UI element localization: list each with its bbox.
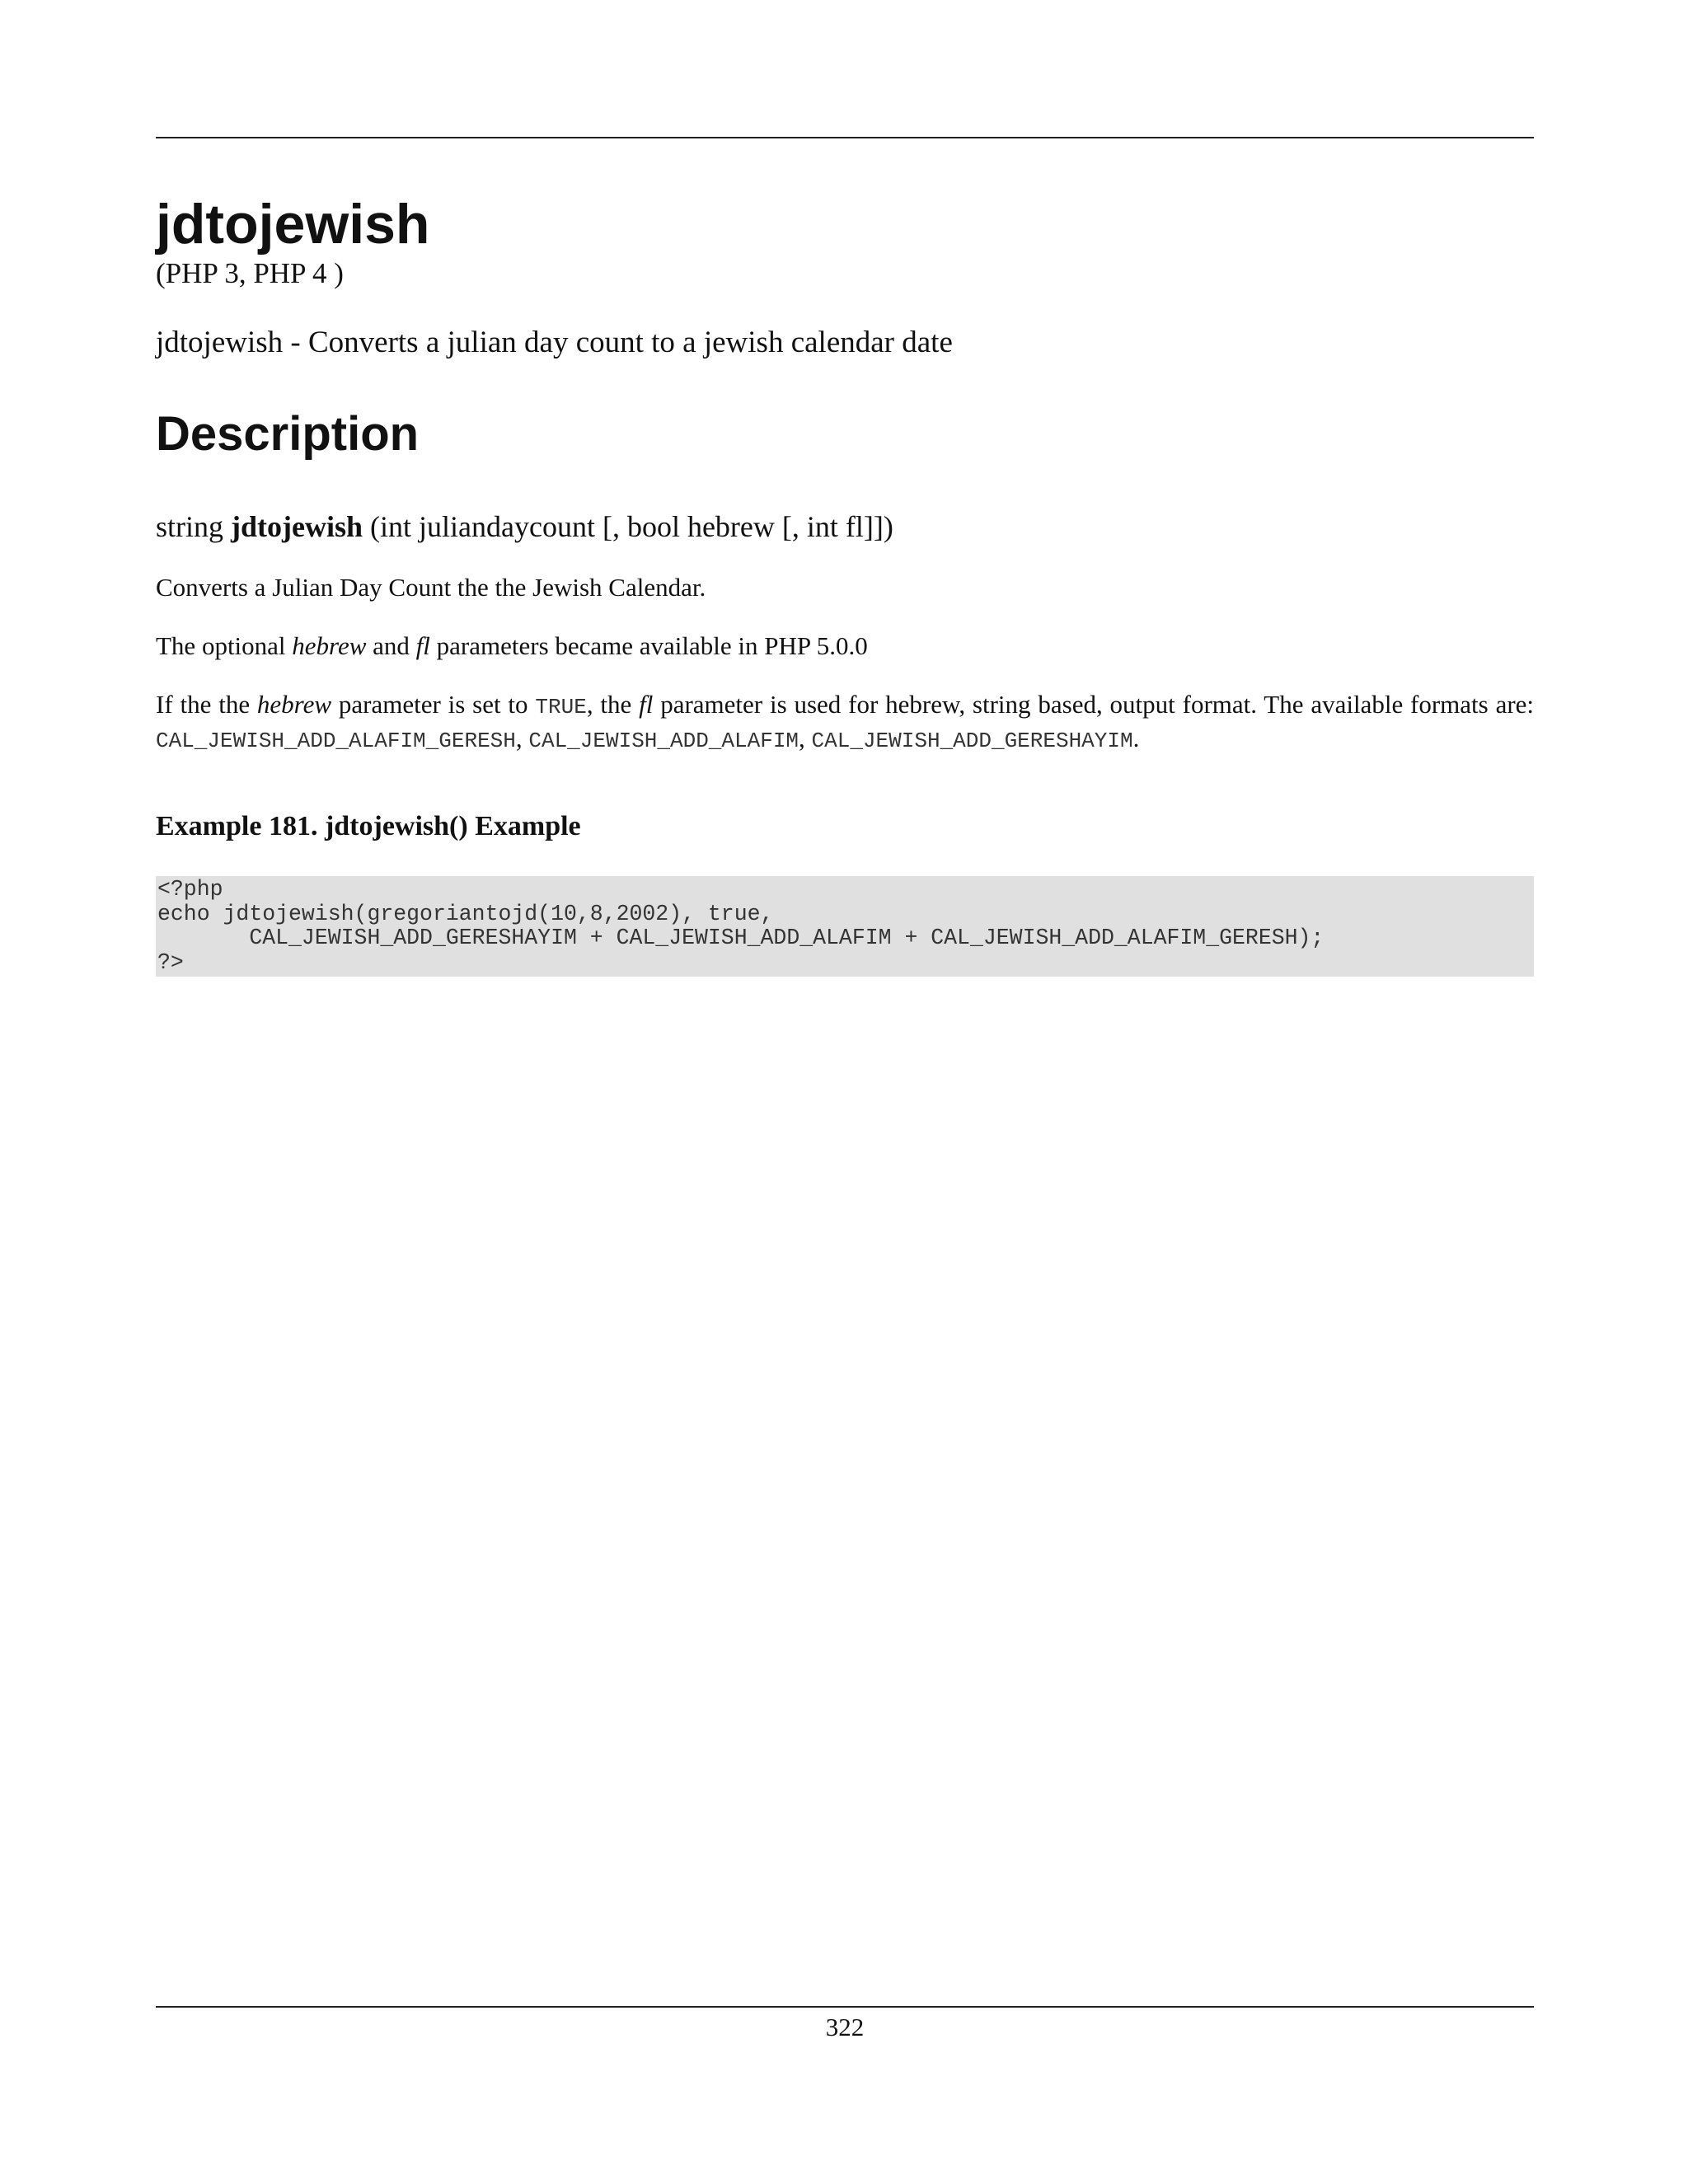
para2-text-1: The optional bbox=[156, 631, 286, 660]
para3-param-fl: fl bbox=[639, 690, 654, 719]
para3-text-3: , the bbox=[586, 690, 632, 719]
para3-param-hebrew: hebrew bbox=[256, 690, 332, 719]
para3-sep-2: , bbox=[799, 724, 805, 752]
function-purpose: jdtojewish - Converts a julian day count to a jewish calendar date bbox=[156, 326, 953, 359]
code-line-3: CAL_JEWISH_ADD_GERESHAYIM + CAL_JEWISH_ADD_ALAFIM + CAL_JEWISH_ADD_ALAFIM_GERESH); bbox=[157, 926, 1325, 950]
header-rule bbox=[156, 137, 1534, 138]
function-title: jdtojewish bbox=[156, 193, 430, 255]
para3-text-4: parameter is used for hebrew, string based, output format. The available formats are: bbox=[660, 690, 1535, 719]
para3-constant-alafim-geresh: CAL_JEWISH_ADD_ALAFIM_GERESH bbox=[156, 729, 516, 753]
para2-param-fl: fl bbox=[415, 631, 430, 660]
para3-sep-3: . bbox=[1132, 724, 1140, 752]
code-line-4: ?> bbox=[157, 949, 184, 975]
code-line-1: <?php bbox=[157, 877, 223, 902]
para3-text-2: parameter is set to bbox=[338, 690, 528, 719]
para3-constant-true: TRUE bbox=[535, 695, 587, 719]
para3-text-1: If the the bbox=[156, 690, 251, 719]
page-number: 322 bbox=[825, 2013, 865, 2041]
example-title: Example 181. jdtojewish() Example bbox=[156, 811, 581, 841]
document-page bbox=[156, 0, 1534, 2184]
synopsis-function-name: jdtojewish bbox=[231, 510, 363, 543]
description-paragraph-1: Converts a Julian Day Count the the Jewish Calendar. bbox=[156, 573, 706, 602]
description-paragraph-3 bbox=[156, 689, 1534, 757]
code-line-2: echo jdtojewish(gregoriantojd(10,8,2002), true, bbox=[157, 901, 774, 926]
description-heading: Description bbox=[156, 407, 420, 461]
synopsis-params: (int juliandaycount [, bool hebrew [, int fl]]) bbox=[370, 510, 893, 543]
example-code-block bbox=[156, 876, 1534, 977]
description-paragraph-2 bbox=[156, 630, 1534, 662]
function-synopsis bbox=[156, 508, 893, 546]
para3-constant-alafim: CAL_JEWISH_ADD_ALAFIM bbox=[528, 729, 799, 753]
para2-text-3: parameters became available in PHP 5.0.0 bbox=[436, 631, 868, 660]
para3-constant-gereshayim: CAL_JEWISH_ADD_GERESHAYIM bbox=[811, 729, 1133, 753]
footer-rule bbox=[156, 2006, 1534, 2008]
para2-param-hebrew: hebrew bbox=[292, 631, 367, 660]
php-versions: (PHP 3, PHP 4 ) bbox=[156, 257, 344, 289]
para3-sep-1: , bbox=[515, 724, 523, 752]
para2-text-2: and bbox=[373, 631, 410, 660]
synopsis-return-type: string bbox=[156, 510, 224, 543]
